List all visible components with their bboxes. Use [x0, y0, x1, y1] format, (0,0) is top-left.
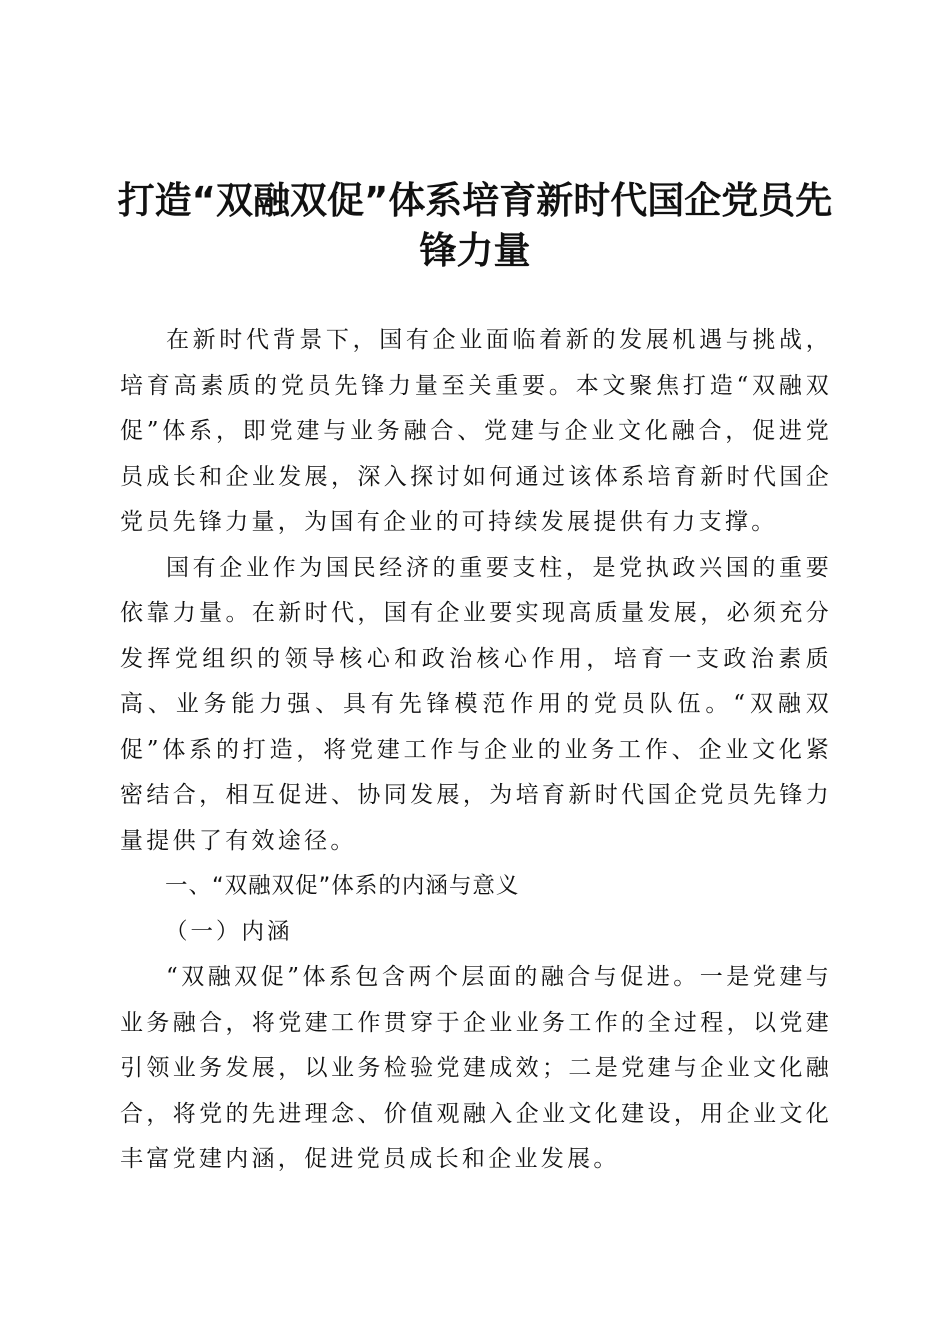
intro-paragraph: 在新时代背景下，国有企业面临着新的发展机遇与挑战，培育高素质的党员先锋力量至关重要。本文聚焦打造“双融双促”体系，即党建与业务融合、党建与企业文化融合，促进党员成长和企业发展，深入探讨如何通过该体系培育新时代国企党员先锋力量，为国有企业的可持续发展提供有力支撑。: [120, 327, 832, 535]
connotation-paragraph: “双融双促”体系包含两个层面的融合与促进。一是党建与业务融合，将党建工作贯穿于企业业务工作的全过程，以党建引领业务发展，以业务检验党建成效；二是党建与企业文化融合，将党的先进理念、价值观融入企业文化建设，用企业文化丰富党建内涵，促进党员成长和企业发展。: [120, 964, 832, 1172]
section-heading: 一、“双融双促”体系的内涵与意义: [165, 873, 520, 899]
document-title: [110, 176, 840, 276]
subsection-heading: （一）内涵: [165, 918, 293, 945]
document-title-line-2: 锋力量: [419, 229, 531, 272]
document-body: [120, 318, 832, 1183]
background-paragraph: 国有企业作为国民经济的重要支柱，是党执政兴国的重要依靠力量。在新时代，国有企业要实现高质量发展，必须充分发挥党组织的领导核心和政治核心作用，培育一支政治素质高、业务能力强、具有先锋模范作用的党员队伍。“双融双促”体系的打造，将党建工作与企业的业务工作、企业文化紧密结合，相互促进、协同发展，为培育新时代国企党员先锋力量提供了有效途径。: [120, 554, 832, 854]
document-title-line-1: 打造“双融双促”体系培育新时代国企党员先: [117, 179, 833, 222]
